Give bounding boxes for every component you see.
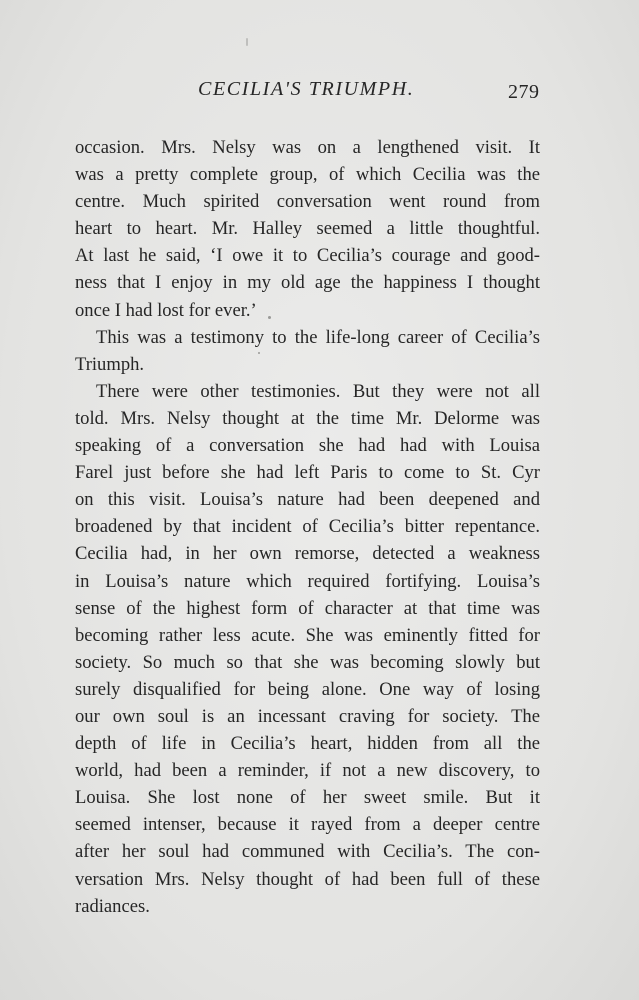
- text-line: society. So much so that she was becoming slowly but: [75, 651, 540, 673]
- text-line: our own soul is an incessant craving for society. The: [75, 705, 540, 727]
- text-line: speaking of a conversation she had had with Louisa: [75, 435, 540, 457]
- paper-speck: [246, 38, 248, 46]
- paper-speck: [268, 316, 271, 319]
- running-head: [0, 78, 639, 108]
- text-line: ness that I enjoy in my old age the happiness I thought: [75, 272, 540, 294]
- text-line: was a pretty complete group, of which Cecilia was the: [75, 164, 540, 186]
- text-line: Triumph.: [75, 353, 145, 375]
- text-line: seemed intenser, because it rayed from a deeper centre: [75, 814, 540, 836]
- text-line: broadened by that incident of Cecilia’s bitter repentance.: [75, 516, 540, 538]
- text-line: on this visit. Louisa’s nature had been deepened and: [75, 489, 540, 511]
- text-line: heart to heart. Mr. Halley seemed a little thoughtful.: [75, 218, 540, 240]
- text-line: Louisa. She lost none of her sweet smile. But it: [75, 787, 540, 809]
- text-line: radiances.: [75, 895, 150, 917]
- text-line: told. Mrs. Nelsy thought at the time Mr. Delorme was: [75, 407, 540, 429]
- text-line: surely disqualified for being alone. One way of losing: [75, 678, 540, 700]
- page-number: 279: [508, 81, 540, 103]
- text-line: once I had lost for ever.’: [75, 299, 257, 321]
- paragraph-start-line: There were other testimonies. But they were not all: [96, 380, 540, 402]
- text-line: Farel just before she had left Paris to come to St. Cyr: [75, 462, 540, 484]
- text-line: depth of life in Cecilia’s heart, hidden from all the: [75, 733, 540, 755]
- text-line: versation Mrs. Nelsy thought of had been full of these: [75, 868, 540, 890]
- paper-speck: [258, 352, 260, 354]
- paragraph-start-line: This was a testimony to the life-long career of Cecilia’s: [96, 326, 540, 348]
- text-line: world, had been a reminder, if not a new discovery, to: [75, 760, 540, 782]
- text-line: in Louisa’s nature which required fortifying. Louisa’s: [75, 570, 540, 592]
- text-line: after her soul had communed with Cecilia’s. The con-: [75, 841, 540, 863]
- text-line: becoming rather less acute. She was eminently fitted for: [75, 624, 540, 646]
- text-line: At last he said, ‘I owe it to Cecilia’s courage and good-: [75, 245, 540, 267]
- text-line: sense of the highest form of character at that time was: [75, 597, 540, 619]
- running-title: CECILIA'S TRIUMPH.: [198, 78, 415, 100]
- text-line: Cecilia had, in her own remorse, detected a weakness: [75, 543, 540, 565]
- text-line: centre. Much spirited conversation went round from: [75, 191, 540, 213]
- text-line: occasion. Mrs. Nelsy was on a lengthened visit. It: [75, 137, 540, 158]
- body-text: [75, 134, 540, 920]
